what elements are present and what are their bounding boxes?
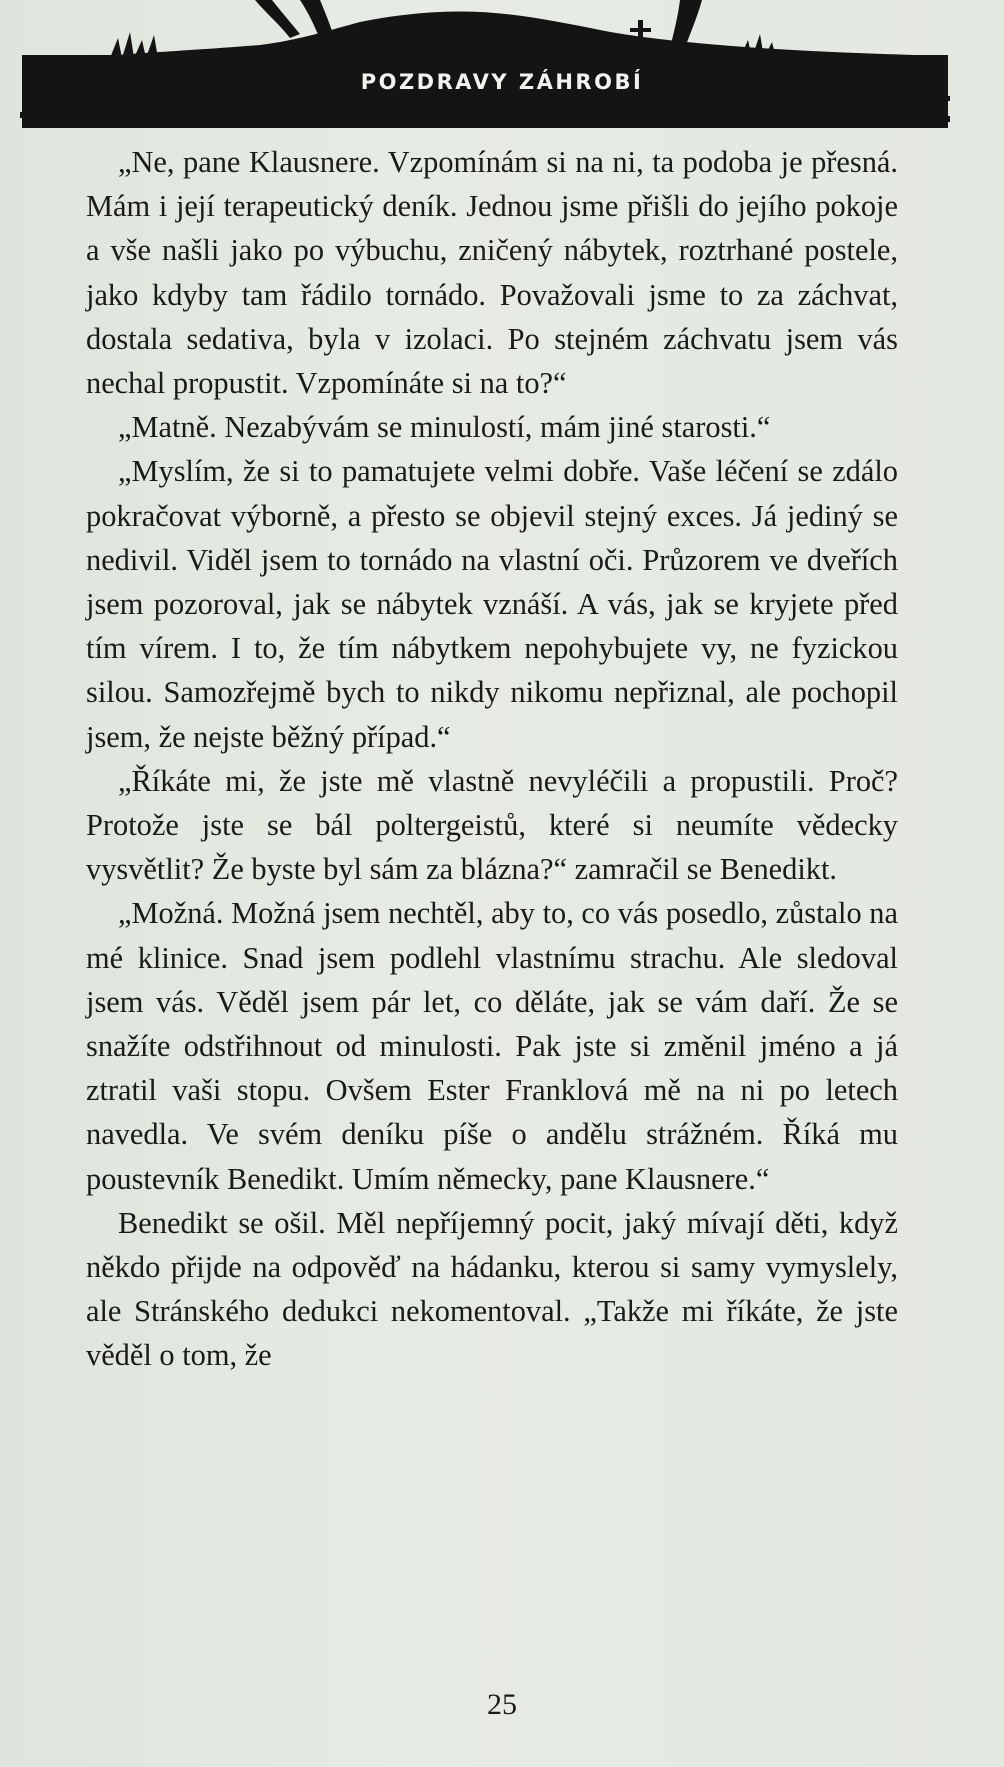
paragraph: Benedikt se ošil. Měl nepříjemný pocit, jaký mívají děti, když někdo přijde na odpověď na hádanku, kterou si samy vymyslely, ale Stránského dedukci nekomentoval. „Takže mi říkáte, že jste věděl o tom, že [86, 1205, 898, 1373]
page-number: 25 [487, 1688, 517, 1721]
paragraph: „Ne, pane Klausnere. Vzpomínám si na ni, ta podoba je přesná. Mám i její terapeutický deník. Jednou jsme přišli do jejího pokoje a vše našli jako po výbuchu, zničený nábytek, roztrhané postele, jako kdyby tam řádilo tornádo. Považovali jsme to za záchvat, dostala sedativa, byla v izolaci. Po stejném záchvatu jsem vás nechal propustit. Vzpomínáte si na to?“ [86, 145, 898, 401]
paragraph: „Možná. Možná jsem nechtěl, aby to, co vás posedlo, zůstalo na mé klinice. Snad jsem podlehl vlastnímu strachu. Ale sledoval jsem vás. Věděl jsem pár let, co děláte, jak se vám daří. Že se snažíte odstřihnout od minulosti. Pak jste si změnil jméno a já ztratil vaši stopu. Ovšem Ester Franklová mě na ni po letech navedla. Ve svém deníku píše o andělu strážném. Říká mu poustevník Benedikt. Umím německy, pane Klausnere.“ [86, 896, 898, 1196]
paragraph: „Matně. Nezabývám se minulostí, mám jiné starosti.“ [118, 410, 771, 445]
body-text [86, 140, 898, 1378]
paragraph: „Myslím, že si to pamatujete velmi dobře. Vaše léčení se zdálo pokračovat výborně, a přesto se objevil stejný exces. Já jediný se nedivil. Viděl jsem to tornádo na vlastní oči. Průzorem ve dveřích jsem pozoroval, jak se nábytek vznáší. A vás, jak se kryjete před tím vírem. I to, že tím nábytkem nepohybujete vy, ne fyzickou silou. Samozřejmě bych to nikdy nikomu nepřiznal, ale pochopil jsem, že nejste běžný případ.“ [86, 454, 898, 754]
header-banner [0, 0, 1004, 135]
running-header-title: POZDRAVY ZÁHROBÍ [360, 70, 644, 94]
paragraph: „Říkáte mi, že jste mě vlastně nevyléčili a propustili. Proč? Protože jste se bál poltergeistů, které si neumíte vědecky vysvětlit? Že byste byl sám za blázna?“ zamračil se Benedikt. [86, 763, 898, 887]
